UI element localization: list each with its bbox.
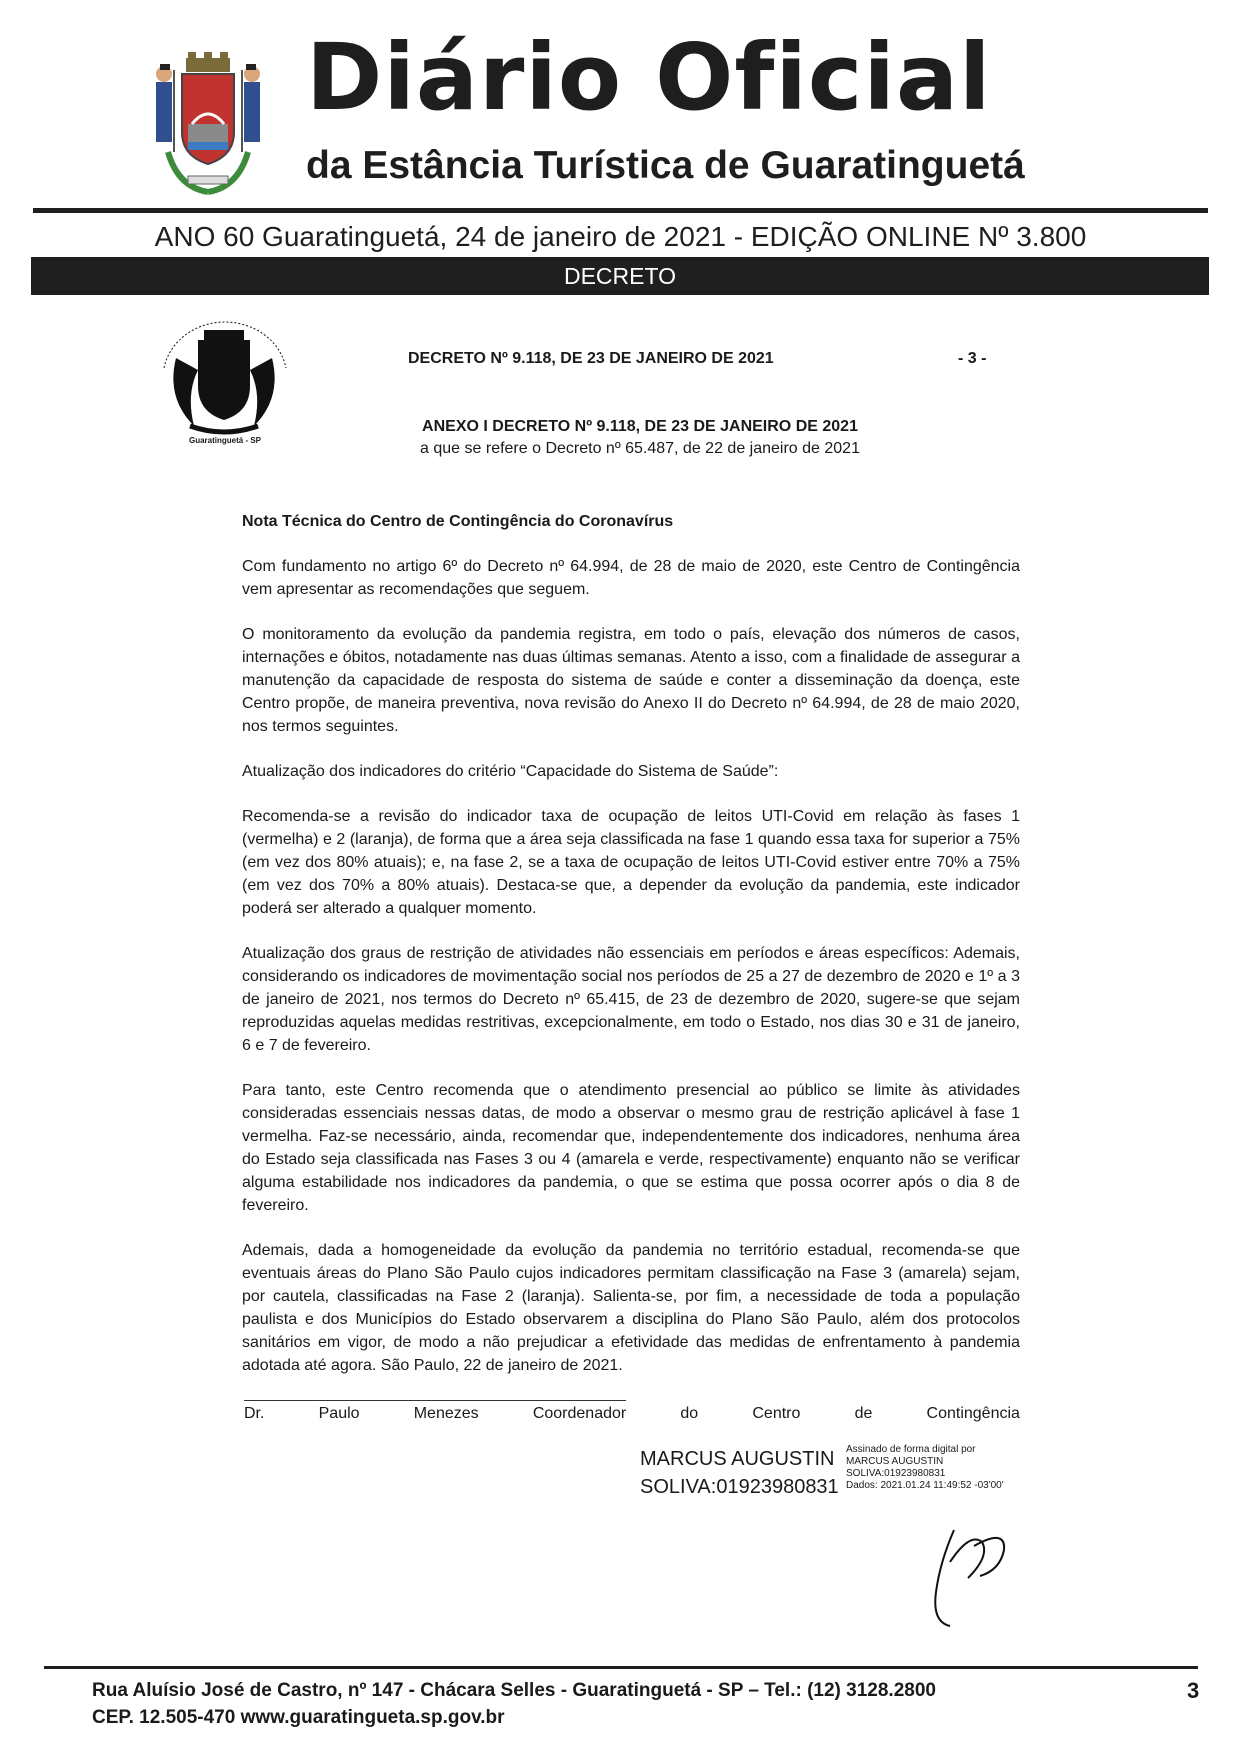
- digital-signature-name: [640, 1445, 839, 1501]
- footer-divider: [44, 1666, 1198, 1669]
- paragraph-5: Atualização dos graus de restrição de atividades não essenciais em períodos e áreas específicos: Ademais, considerando os indicadores de movimentação social nos períodos de 25 a 27 de dezembro de 2020 e 1º a 3 de janeiro de 2021, nos termos do Decreto nº 65.415, de 23 de dezembro de 2020, sugere-se que sejam reproduzidas aquelas medidas restritivas, excepcionalmente, em todo o Estado, nos dias 30 e 31 de janeiro, 6 e 7 de fevereiro.: [242, 945, 1020, 1054]
- technical-note-heading: Nota Técnica do Centro de Contingência do Coronavírus: [242, 513, 674, 530]
- signatory-word: Centro: [752, 1405, 801, 1422]
- coat-of-arms-icon: [148, 52, 268, 202]
- signature-meta-line: MARCUS AUGUSTIN: [846, 1456, 944, 1467]
- signature-rule: [244, 1400, 626, 1401]
- newspaper-subtitle: da Estância Turística de Guaratinguetá: [306, 144, 1025, 187]
- paragraph-1: Com fundamento no artigo 6º do Decreto nº 64.994, de 28 de maio de 2020, este Centro de Contingência vem apresentar as recomendações que seguem.: [242, 558, 1020, 598]
- paragraph-4: Recomenda-se a revisão do indicador taxa de ocupação de leitos UTI-Covid em relação às fases 1 (vermelha) e 2 (laranja), de forma que a área seja classificada na fase 1 quando essa taxa for superior a 75% (em vez dos 80% atuais); e, na fase 2, se a taxa de ocupação de leitos UTI-Covid estiver entre 70% a 75% (em vez dos 70% a 80% atuais). Destaca-se que, a depender da evolução da pandemia, este indicador poderá ser alterado a qualquer momento.: [242, 808, 1020, 917]
- signature-meta-line: Dados: 2021.01.24 11:49:52 -03'00': [846, 1480, 1004, 1491]
- newspaper-title: Diário Oficial: [306, 24, 992, 131]
- signatory-word: de: [854, 1405, 873, 1422]
- signature-meta-line: Assinado de forma digital por: [846, 1444, 976, 1455]
- scan-page-mark: - 3 -: [958, 350, 987, 367]
- decree-title: DECRETO Nº 9.118, DE 23 DE JANEIRO DE 2021: [408, 350, 774, 367]
- signer-id: SOLIVA:01923980831: [640, 1476, 839, 1498]
- signer-name: MARCUS AUGUSTIN: [640, 1448, 835, 1470]
- page-number: 3: [1187, 1678, 1200, 1703]
- handwritten-signature-icon: [920, 1522, 1012, 1630]
- annex-title: ANEXO I DECRETO Nº 9.118, DE 23 DE JANEIRO DE 2021: [422, 418, 858, 435]
- paragraph-3: Atualização dos indicadores do critério “Capacidade do Sistema de Saúde”:: [242, 763, 779, 780]
- signatory-word: Paulo: [318, 1405, 360, 1422]
- municipal-seal-icon: [146, 308, 302, 448]
- signatory-word: Coordenador: [532, 1405, 627, 1422]
- signatory-word: Dr.: [244, 1405, 265, 1422]
- signatory-line: [244, 1405, 1020, 1423]
- edition-line: ANO 60 Guaratinguetá, 24 de janeiro de 2021 - EDIÇÃO ONLINE Nº 3.800: [154, 221, 1087, 252]
- seal-caption: Guaratinguetá - SP: [188, 436, 261, 445]
- signatory-word: Contingência: [926, 1405, 1020, 1422]
- signature-meta-line: SOLIVA:01923980831: [846, 1468, 946, 1479]
- paragraph-7: Ademais, dada a homogeneidade da evolução da pandemia no território estadual, recomenda-se que eventuais áreas do Plano São Paulo cujos indicadores permitam classificação na Fase 3 (amarela) sejam, por cautela, classificadas na Fase 2 (laranja). Salienta-se, por fim, a necessidade de toda a população paulista e dos Municípios do Estado observarem a disciplina do Plano São Paulo, além dos protocolos sanitários em vigor, de modo a não prejudicar a efetividade das medidas de enfrentamento à pandemia adotada até agora. São Paulo, 22 de janeiro de 2021.: [242, 1242, 1020, 1374]
- signatory-word: do: [680, 1405, 699, 1422]
- annex-subtitle: a que se refere o Decreto nº 65.487, de 22 de janeiro de 2021: [420, 440, 860, 457]
- footer-cep-website: CEP. 12.505-470 www.guaratingueta.sp.gov.br: [92, 1707, 505, 1728]
- section-bar: DECRETO: [31, 257, 1209, 295]
- paragraph-2: O monitoramento da evolução da pandemia registra, em todo o país, elevação dos números de casos, internações e óbitos, notadamente nas duas últimas semanas. Atento a isso, com a finalidade de assegurar a manutenção da capacidade de resposta do sistema de saúde e conter a disseminação da doença, este Centro propõe, de maneira preventiva, nova revisão do Anexo II do Decreto nº 64.994, de 28 de maio 2020, nos termos seguintes.: [242, 626, 1020, 735]
- paragraph-6: Para tanto, este Centro recomenda que o atendimento presencial ao público se limite às atividades consideradas essenciais nessas datas, de modo a observar o mesmo grau de restrição aplicável à fase 1 vermelha. Faz-se necessário, ainda, recomendar que, independentemente dos indicadores, nenhuma área do Estado seja classificada nas Fases 3 ou 4 (amarela e verde, respectivamente) enquanto não se verificar alguma estabilidade nos indicadores da pandemia, o que se estima que possa ocorrer após o dia 8 de fevereiro.: [242, 1082, 1020, 1214]
- footer-address: Rua Aluísio José de Castro, nº 147 - Chácara Selles - Guaratinguetá - SP – Tel.: (12) 3128.2800: [92, 1680, 936, 1701]
- digital-signature-meta: [846, 1444, 1004, 1492]
- masthead-divider: [33, 208, 1208, 213]
- signatory-word: Menezes: [413, 1405, 479, 1422]
- decree-body: [242, 510, 1020, 1399]
